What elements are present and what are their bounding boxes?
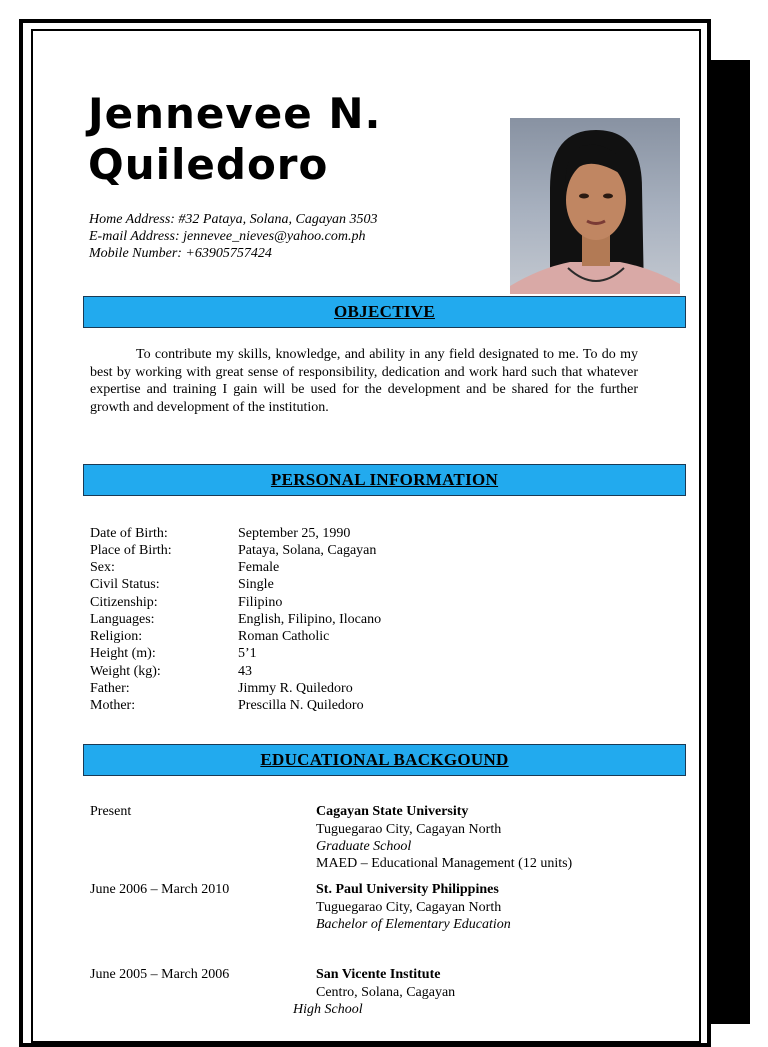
info-value: Prescilla N. Quiledoro: [238, 698, 364, 713]
school-address: Centro, Solana, Cagayan: [316, 985, 456, 1000]
school-name: Cagayan State University: [316, 804, 469, 819]
school-name: St. Paul University Philippines: [316, 882, 499, 897]
info-label: Date of Birth:: [90, 526, 168, 541]
personal-info-heading: PERSONAL INFORMATION: [270, 470, 499, 489]
name-last-line: Quiledoro: [88, 140, 329, 189]
portrait-illustration: [510, 118, 680, 294]
info-value: September 25, 1990: [238, 526, 351, 541]
right-eye: [603, 194, 613, 199]
info-value: Pataya, Solana, Cagayan: [238, 543, 377, 558]
info-label: Height (m):: [90, 646, 156, 661]
info-value: Single: [238, 577, 274, 592]
info-value: Female: [238, 560, 280, 575]
email-address: E-mail Address: jennevee_nieves@yahoo.com.ph: [89, 229, 366, 244]
objective-heading-bar: [83, 296, 686, 328]
info-label: Mother:: [90, 698, 136, 713]
education-detail: MAED – Educational Management (12 units): [316, 856, 573, 871]
mobile-number: Mobile Number: +63905757424: [89, 246, 272, 261]
education-date: Present: [90, 804, 132, 819]
info-label: Father:: [90, 681, 130, 696]
info-value: English, Filipino, Ilocano: [238, 612, 382, 627]
home-address: Home Address: #32 Pataya, Solana, Cagayan 3503: [89, 212, 378, 227]
page-shadow: [706, 60, 750, 1024]
contact-block: [89, 211, 378, 262]
school-name: San Vicente Institute: [316, 967, 441, 982]
objective-heading: OBJECTIVE: [334, 302, 435, 321]
info-value: Jimmy R. Quiledoro: [238, 681, 353, 696]
info-label: Place of Birth:: [90, 543, 172, 558]
school-address: Tuguegarao City, Cagayan North: [316, 822, 502, 837]
info-label: Civil Status:: [90, 577, 160, 592]
objective-text: To contribute my skills, knowledge, and ability in any field designated to me. To do my best by working with great sense of responsibility, dedication and work hard such that whatever expertise and training I gain will be used for the development and be shared for the further growth and development of the institution.: [90, 347, 638, 415]
education-date: June 2006 – March 2010: [90, 882, 230, 897]
info-value: 5’1: [238, 646, 257, 661]
left-eye: [579, 194, 589, 199]
school-address: Tuguegarao City, Cagayan North: [316, 900, 502, 915]
resume-name: [88, 88, 381, 190]
face-shape: [566, 160, 626, 240]
name-first-line: Jennevee N.: [88, 89, 382, 138]
personal-info-heading-bar: [83, 464, 686, 496]
shirt-shape: [510, 262, 680, 294]
education-heading-bar: [83, 744, 686, 776]
info-value: Filipino: [238, 595, 283, 610]
info-label: Languages:: [90, 612, 155, 627]
info-label: Weight (kg):: [90, 664, 161, 679]
info-label: Sex:: [90, 560, 115, 575]
profile-photo: [510, 118, 680, 294]
info-value: 43: [238, 664, 252, 679]
info-value: Roman Catholic: [238, 629, 330, 644]
info-label: Religion:: [90, 629, 143, 644]
education-date: June 2005 – March 2006: [90, 967, 230, 982]
education-level: Graduate School: [316, 839, 412, 854]
education-level: High School: [293, 1002, 363, 1017]
education-heading: EDUCATIONAL BACKGOUND: [260, 750, 509, 769]
info-label: Citizenship:: [90, 595, 158, 610]
education-level: Bachelor of Elementary Education: [316, 917, 511, 932]
